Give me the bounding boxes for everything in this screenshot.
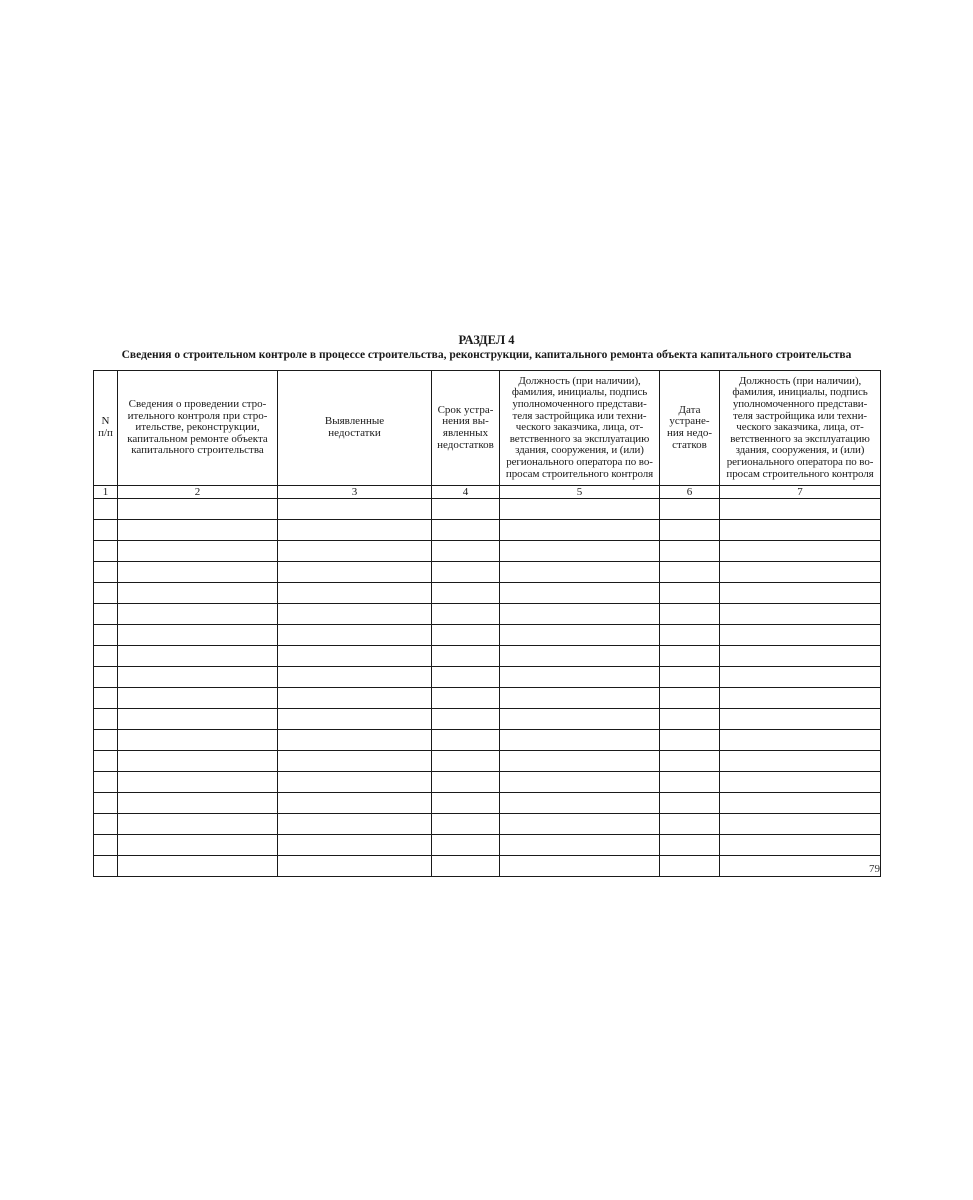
table-cell bbox=[720, 835, 881, 856]
table-cell bbox=[118, 583, 278, 604]
table-cell bbox=[500, 772, 660, 793]
table-cell bbox=[432, 625, 500, 646]
table-cell bbox=[94, 520, 118, 541]
table-cell bbox=[660, 499, 720, 520]
table-cell bbox=[278, 856, 432, 877]
table-cell bbox=[432, 709, 500, 730]
table-cell bbox=[720, 688, 881, 709]
column-number-cell: 6 bbox=[660, 486, 720, 499]
table-cell bbox=[118, 730, 278, 751]
table-cell bbox=[500, 793, 660, 814]
table-cell bbox=[278, 751, 432, 772]
table-cell bbox=[278, 730, 432, 751]
table-cell bbox=[500, 604, 660, 625]
table-cell bbox=[118, 856, 278, 877]
table-cell bbox=[278, 814, 432, 835]
table-cell bbox=[660, 814, 720, 835]
table-cell bbox=[720, 730, 881, 751]
table-row bbox=[94, 709, 881, 730]
table-cell bbox=[278, 541, 432, 562]
table-cell bbox=[720, 772, 881, 793]
table-cell bbox=[118, 562, 278, 583]
table-cell bbox=[94, 562, 118, 583]
table-cell bbox=[94, 646, 118, 667]
table-cell bbox=[118, 835, 278, 856]
table-cell bbox=[660, 604, 720, 625]
table-cell bbox=[500, 499, 660, 520]
table-cell bbox=[500, 541, 660, 562]
table-cell bbox=[720, 625, 881, 646]
table-cell bbox=[500, 730, 660, 751]
column-number-cell: 7 bbox=[720, 486, 881, 499]
table-cell bbox=[432, 856, 500, 877]
column-number-cell: 2 bbox=[118, 486, 278, 499]
header-cell: Срок устра- нения вы- явленных недостатков bbox=[432, 371, 500, 486]
table-cell bbox=[660, 751, 720, 772]
table-cell bbox=[500, 835, 660, 856]
table-cell bbox=[118, 793, 278, 814]
table-cell bbox=[94, 688, 118, 709]
table-cell bbox=[278, 520, 432, 541]
table-row bbox=[94, 793, 881, 814]
table-cell bbox=[432, 688, 500, 709]
table-cell bbox=[278, 772, 432, 793]
table-cell bbox=[278, 793, 432, 814]
header-cell: Дата устране- ния недо- статков bbox=[660, 371, 720, 486]
table-cell bbox=[660, 667, 720, 688]
table-row bbox=[94, 541, 881, 562]
page-number: 79 bbox=[869, 863, 880, 875]
table-cell bbox=[720, 520, 881, 541]
table-cell bbox=[118, 520, 278, 541]
table-cell bbox=[500, 625, 660, 646]
table-cell bbox=[278, 562, 432, 583]
table-cell bbox=[720, 499, 881, 520]
table-cell bbox=[500, 562, 660, 583]
table-cell bbox=[118, 604, 278, 625]
column-number-cell: 1 bbox=[94, 486, 118, 499]
header-cell: Должность (при наличии), фамилия, инициалы, подпись уполномоченного представи- теля застройщика или техни- ческого заказчика, лица, от- ветственного за эксплуатацию здания, сооружения, и (или) регионального оператора по во- просам строительного контроля bbox=[720, 371, 881, 486]
table-cell bbox=[720, 814, 881, 835]
table-cell bbox=[94, 751, 118, 772]
table-cell bbox=[500, 814, 660, 835]
table-cell bbox=[660, 541, 720, 562]
table-cell bbox=[720, 709, 881, 730]
table-cell bbox=[94, 583, 118, 604]
table-cell bbox=[500, 709, 660, 730]
table-cell bbox=[278, 667, 432, 688]
table-cell bbox=[432, 499, 500, 520]
table-cell bbox=[118, 709, 278, 730]
table-cell bbox=[94, 541, 118, 562]
table-cell bbox=[432, 541, 500, 562]
table-row bbox=[94, 583, 881, 604]
table-cell bbox=[500, 520, 660, 541]
table-cell bbox=[660, 646, 720, 667]
table-cell bbox=[720, 646, 881, 667]
table-row bbox=[94, 667, 881, 688]
section-number: РАЗДЕЛ 4 bbox=[458, 333, 515, 347]
table-cell bbox=[94, 730, 118, 751]
header-cell: Должность (при наличии), фамилия, инициалы, подпись уполномоченного представи- теля застройщика или техни- ческого заказчика, лица, от- ветственного за эксплуатацию здания, сооружения, и (или) регионального оператора по во- просам строительного контроля bbox=[500, 371, 660, 486]
table-cell bbox=[118, 751, 278, 772]
table-row bbox=[94, 604, 881, 625]
table-cell bbox=[118, 814, 278, 835]
header-cell: Выявленные недостатки bbox=[278, 371, 432, 486]
table-cell bbox=[432, 562, 500, 583]
table-cell bbox=[278, 604, 432, 625]
table-cell bbox=[118, 688, 278, 709]
table-cell bbox=[500, 688, 660, 709]
table-cell bbox=[500, 856, 660, 877]
table-row bbox=[94, 856, 881, 877]
table-cell bbox=[432, 730, 500, 751]
table-cell bbox=[278, 646, 432, 667]
table-cell bbox=[500, 667, 660, 688]
table-cell bbox=[118, 772, 278, 793]
table-cell bbox=[500, 646, 660, 667]
table-row bbox=[94, 562, 881, 583]
table-cell bbox=[118, 625, 278, 646]
table-row bbox=[94, 835, 881, 856]
column-number-cell: 4 bbox=[432, 486, 500, 499]
header-cell: N п/п bbox=[94, 371, 118, 486]
table-cell bbox=[278, 583, 432, 604]
table-row bbox=[94, 814, 881, 835]
table-cell bbox=[118, 646, 278, 667]
table-cell bbox=[660, 793, 720, 814]
table-cell bbox=[118, 499, 278, 520]
table-cell bbox=[278, 688, 432, 709]
construction-control-table bbox=[93, 370, 881, 877]
table-cell bbox=[660, 856, 720, 877]
table-cell bbox=[278, 709, 432, 730]
section-title: Сведения о строительном контроле в процессе строительства, реконструкции, капитального ремонта объекта капитального строительства bbox=[121, 349, 852, 361]
table-cell bbox=[720, 583, 881, 604]
table-row bbox=[94, 751, 881, 772]
table-row bbox=[94, 730, 881, 751]
table-cell bbox=[94, 835, 118, 856]
table-row bbox=[94, 520, 881, 541]
table-row bbox=[94, 688, 881, 709]
table-cell bbox=[278, 835, 432, 856]
table-cell bbox=[660, 688, 720, 709]
table-cell bbox=[432, 835, 500, 856]
table-row bbox=[94, 646, 881, 667]
table-header-row bbox=[94, 371, 881, 486]
table-cell bbox=[432, 751, 500, 772]
table-cell bbox=[278, 499, 432, 520]
table-cell bbox=[720, 793, 881, 814]
table-cell bbox=[94, 667, 118, 688]
table-cell bbox=[432, 667, 500, 688]
table-cell bbox=[94, 709, 118, 730]
table-cell bbox=[660, 625, 720, 646]
table-cell bbox=[432, 793, 500, 814]
table-cell bbox=[660, 730, 720, 751]
table-cell bbox=[432, 520, 500, 541]
table-cell bbox=[720, 562, 881, 583]
table-cell bbox=[500, 751, 660, 772]
table-cell bbox=[94, 499, 118, 520]
column-number-row bbox=[94, 486, 881, 499]
table-cell bbox=[278, 625, 432, 646]
table-cell bbox=[94, 772, 118, 793]
table-cell bbox=[500, 583, 660, 604]
table-cell bbox=[94, 856, 118, 877]
table-cell bbox=[432, 646, 500, 667]
table-cell bbox=[432, 772, 500, 793]
table-cell bbox=[118, 667, 278, 688]
table-cell bbox=[720, 751, 881, 772]
header-cell: Сведения о проведении стро- ительного контроля при стро- ительстве, реконструкции, капитальном ремонте объекта капитального строительства bbox=[118, 371, 278, 486]
table-cell bbox=[660, 520, 720, 541]
table-cell bbox=[660, 709, 720, 730]
table-cell bbox=[432, 583, 500, 604]
table-cell bbox=[432, 814, 500, 835]
table-cell bbox=[94, 604, 118, 625]
column-number-cell: 5 bbox=[500, 486, 660, 499]
table-cell bbox=[720, 856, 881, 877]
table-cell bbox=[720, 541, 881, 562]
table-cell bbox=[94, 793, 118, 814]
table-cell bbox=[94, 625, 118, 646]
table-cell bbox=[118, 541, 278, 562]
column-number-cell: 3 bbox=[278, 486, 432, 499]
table-cell bbox=[94, 814, 118, 835]
table-cell bbox=[432, 604, 500, 625]
table-cell bbox=[720, 604, 881, 625]
table-cell bbox=[660, 772, 720, 793]
table-row bbox=[94, 772, 881, 793]
table-cell bbox=[660, 562, 720, 583]
table-cell bbox=[660, 835, 720, 856]
table-row bbox=[94, 625, 881, 646]
table-cell bbox=[720, 667, 881, 688]
table-cell bbox=[660, 583, 720, 604]
table-row bbox=[94, 499, 881, 520]
